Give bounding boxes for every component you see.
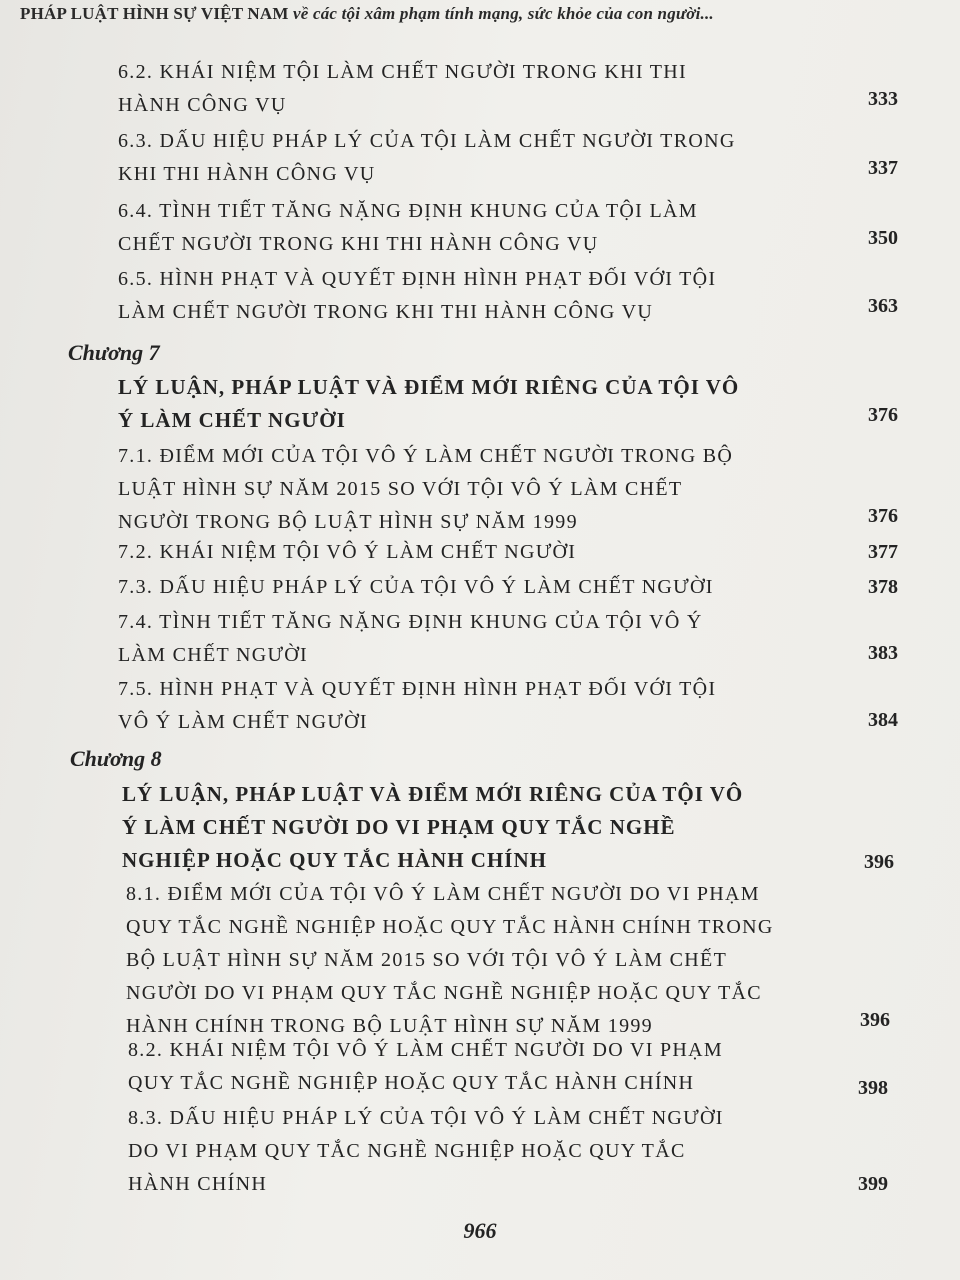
entry-line: 7.4. TÌNH TIẾT TĂNG NẶNG ĐỊNH KHUNG CỦA TỘI VÔ Ý	[118, 611, 703, 633]
page-number: 363	[868, 295, 898, 317]
entry-line: 6.3. DẤU HIỆU PHÁP LÝ CỦA TỘI LÀM CHẾT NGƯỜI TRONG	[118, 130, 736, 152]
chapter-title-line: LÝ LUẬN, PHÁP LUẬT VÀ ĐIỂM MỚI RIÊNG CỦA TỘI VÔ	[122, 782, 744, 806]
entry-line: 7.5. HÌNH PHẠT VÀ QUYẾT ĐỊNH HÌNH PHẠT ĐỐI VỚI TỘI	[118, 678, 717, 700]
page-number: 376	[868, 404, 898, 426]
page-number: 333	[868, 88, 898, 110]
page-number: 399	[858, 1173, 888, 1195]
entry-line: DO VI PHẠM QUY TẮC NGHỀ NGHIỆP HOẶC QUY TẮC	[128, 1140, 686, 1162]
page-number: 337	[868, 157, 898, 179]
entry-line: QUY TẮC NGHỀ NGHIỆP HOẶC QUY TẮC HÀNH CHÍNH TRONG	[126, 916, 774, 938]
entry-line: 6.5. HÌNH PHẠT VÀ QUYẾT ĐỊNH HÌNH PHẠT ĐỐI VỚI TỘI	[118, 268, 717, 290]
header-title: PHÁP LUẬT HÌNH SỰ VIỆT NAM	[20, 4, 289, 23]
entry-line: LUẬT HÌNH SỰ NĂM 2015 SO VỚI TỘI VÔ Ý LÀM CHẾT	[118, 478, 683, 500]
entry-line: 8.2. KHÁI NIỆM TỘI VÔ Ý LÀM CHẾT NGƯỜI DO VI PHẠM	[128, 1039, 723, 1061]
page-number: 384	[868, 709, 898, 731]
entry-line: QUY TẮC NGHỀ NGHIỆP HOẶC QUY TẮC HÀNH CHÍNH	[128, 1072, 695, 1094]
page-number: 396	[860, 1009, 890, 1031]
chapter-7-label: Chương 7	[68, 340, 160, 365]
entry-line: CHẾT NGƯỜI TRONG KHI THI HÀNH CÔNG VỤ	[118, 233, 599, 255]
chapter-title-line: Ý LÀM CHẾT NGƯỜI DO VI PHẠM QUY TẮC NGHỀ	[122, 815, 676, 839]
header-subtitle: về các tội xâm phạm tính mạng, sức khỏe của con người...	[288, 4, 714, 23]
page-number: 398	[858, 1077, 888, 1099]
entry-line: 8.3. DẤU HIỆU PHÁP LÝ CỦA TỘI VÔ Ý LÀM CHẾT NGƯỜI	[128, 1107, 724, 1129]
entry-line: 7.1. ĐIỂM MỚI CỦA TỘI VÔ Ý LÀM CHẾT NGƯỜI TRONG BỘ	[118, 445, 734, 467]
entry-line: LÀM CHẾT NGƯỜI	[118, 644, 309, 666]
entry-line: 7.2. KHÁI NIỆM TỘI VÔ Ý LÀM CHẾT NGƯỜI	[118, 541, 577, 563]
page-number: 383	[868, 642, 898, 664]
running-header	[20, 4, 950, 24]
entry-line: LÀM CHẾT NGƯỜI TRONG KHI THI HÀNH CÔNG VỤ	[118, 301, 654, 323]
entry-line: 6.2. KHÁI NIỆM TỘI LÀM CHẾT NGƯỜI TRONG KHI THI	[118, 61, 687, 83]
entry-line: NGƯỜI DO VI PHẠM QUY TẮC NGHỀ NGHIỆP HOẶC QUY TẮC	[126, 982, 762, 1004]
entry-line: KHI THI HÀNH CÔNG VỤ	[118, 163, 376, 185]
entry-line: 6.4. TÌNH TIẾT TĂNG NẶNG ĐỊNH KHUNG CỦA TỘI LÀM	[118, 200, 698, 222]
chapter-title-line: LÝ LUẬN, PHÁP LUẬT VÀ ĐIỂM MỚI RIÊNG CỦA TỘI VÔ	[118, 375, 740, 399]
entry-line: HÀNH CÔNG VỤ	[118, 94, 287, 116]
page-number: 396	[864, 851, 894, 873]
entry-line: NGƯỜI TRONG BỘ LUẬT HÌNH SỰ NĂM 1999	[118, 511, 578, 533]
page-folio: 966	[463, 1218, 497, 1243]
entry-line: 7.3. DẤU HIỆU PHÁP LÝ CỦA TỘI VÔ Ý LÀM CHẾT NGƯỜI	[118, 576, 714, 598]
entry-line: 8.1. ĐIỂM MỚI CỦA TỘI VÔ Ý LÀM CHẾT NGƯỜI DO VI PHẠM	[126, 883, 760, 905]
chapter-title-line: Ý LÀM CHẾT NGƯỜI	[118, 408, 346, 432]
entry-line: HÀNH CHÍNH TRONG BỘ LUẬT HÌNH SỰ NĂM 1999	[126, 1015, 653, 1037]
entry-line: VÔ Ý LÀM CHẾT NGƯỜI	[118, 711, 368, 733]
chapter-title-line: NGHIỆP HOẶC QUY TẮC HÀNH CHÍNH	[122, 848, 547, 872]
page-number: 376	[868, 505, 898, 527]
entry-line: HÀNH CHÍNH	[128, 1173, 268, 1195]
page-number: 350	[868, 227, 898, 249]
chapter-8-label: Chương 8	[70, 746, 162, 771]
entry-line: BỘ LUẬT HÌNH SỰ NĂM 2015 SO VỚI TỘI VÔ Ý LÀM CHẾT	[126, 949, 728, 971]
page-number: 377	[868, 541, 898, 563]
page-number: 378	[868, 576, 898, 598]
